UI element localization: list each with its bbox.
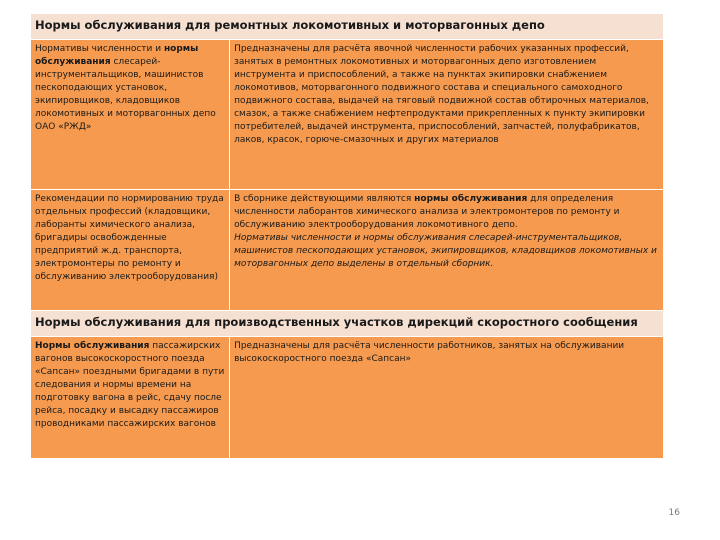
norm-description-cell: [230, 190, 664, 311]
bold-term: нормы обслуживания: [35, 44, 199, 67]
section-title: Нормы обслуживания для ремонтных локомотивных и моторвагонных депо: [31, 14, 664, 40]
norm-document-cell: [31, 337, 230, 459]
cell-text: слесарей-инструментальщиков, машинистов пескоподающих установок, экипировщиков, кладовщиков локомотивных и моторвагонных депо ОАО «РЖД»: [35, 57, 216, 132]
norm-description-cell: Предназначены для расчёта явочной численности рабочих указанных профессий, занятых в ремонтных локомотивных и моторвагонных депо изготовлением инструмента и приспособлений, а также на пунктах экипировки снабжением локомотивов, моторвагонного подвижного состава и специального самоходного подвижного состава, выдачей на тяговый подвижной состав обтирочных материалов, смазок, а также снабжением нефтепродуктами прикрепленных к пункту экипировки потребителей, выдачей инструмента, приспособлений, запчастей, полуфабрикатов, лаков, красок, горюче-смазочных и других материалов: [230, 40, 664, 190]
italic-note: Нормативы численности и нормы обслуживания слесарей-инструментальщиков, машинистов пескоподающих установок, экипировщиков, кладовщиков локомотивных и моторвагонных депо выделены в отдельный сборник.: [234, 233, 657, 269]
cell-text: пассажирских вагонов высокоскоростного поезда «Сапсан» поездными бригадами в пути следования и нормы времени на подготовку вагона в рейс, сдачу после рейса, посадку и высадку пассажиров проводниками пассажирских вагонов: [35, 341, 225, 429]
bold-term: Нормы обслуживания: [35, 341, 150, 351]
norm-document-cell: Рекомендации по нормированию труда отдельных профессий (кладовщики, лаборанты химического анализа, бригадиры освобожденные предприятий ж.д. транспорта, электромонтеры по ремонту и обслуживанию электрооборудования): [31, 190, 230, 311]
cell-text: для определения численности лаборантов химического анализа и электромонтеров по ремонту и обслуживанию электрооборудования локомотивного депо.: [234, 194, 620, 230]
page-number: 16: [668, 508, 680, 518]
section-header-depots: [31, 14, 664, 40]
section-title: Нормы обслуживания для производственных участков дирекций скоростного сообщения: [31, 311, 664, 337]
cell-text: В сборнике действующими являются: [234, 194, 415, 204]
norm-description-cell: Предназначены для расчёта численности работников, занятых на обслуживании высокоскоростного поезда «Сапсан»: [230, 337, 664, 459]
norms-table: [30, 13, 664, 459]
table-row: [31, 40, 664, 190]
table-row: [31, 337, 664, 459]
section-header-speed: [31, 311, 664, 337]
table-row: [31, 190, 664, 311]
norm-document-cell: [31, 40, 230, 190]
cell-text: Нормативы численности и: [35, 44, 164, 54]
bold-term: нормы обслуживания: [414, 194, 528, 204]
